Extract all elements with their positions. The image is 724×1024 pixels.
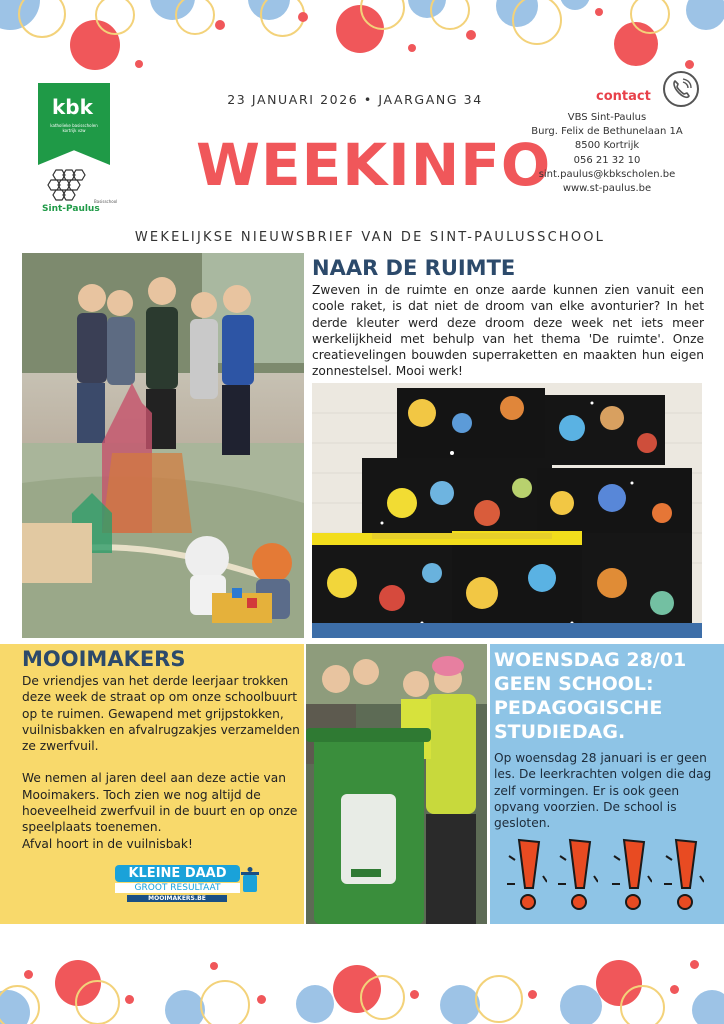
kbk-logo-tagline: katholieke basisscholen kortrijk vzw (50, 123, 98, 133)
badge-line-3: MOOIMAKERS.BE (127, 895, 227, 902)
mooimakers-paragraph-2: We nemen al jaren deel aan deze actie van Mooimakers. Toch zien we nog altijd de hoeveelheid zwerfvuil in de buurt en op onze speelplaats toenemen. Afval hoort in de vuilnisbak! (22, 771, 298, 851)
page-title: WEEKINFO (196, 131, 552, 199)
contact-city: 8500 Kortrijk (574, 140, 640, 152)
honeycomb-icon (42, 168, 98, 204)
mooimakers-paragraph-1: De vriendjes van het derde leerjaar trokken deze week de straat op om onze schoolbuurt op te ruimen. Gewapend met grijpstokken, vuilnisbakken en afvalrugzakjes verzamelden ze zwerfvuil. (22, 674, 300, 754)
photo-shoebox-solar-systems (312, 383, 702, 638)
section-body-naar-de-ruimte: Zweven in de ruimte en onze aarde kunnen zien vanuit een coole raket, is dat niet de droom van elke avonturier? In het derde kleuter werd deze droom deze week net iets meer werkelijkheid met behulp van het thema 'De ruimte'. Onze creatievelingen bouwden superraketten en maakten hun eigen zonnestelsel. Mooi werk! (312, 283, 704, 379)
exclamation-icon (612, 836, 652, 916)
school-logo-sub: Basisschool (94, 199, 118, 204)
section-body-woensdag: Op woensdag 28 januari is er geen les. De leerkrachten volgen die dag zelf vormingen. Er is ook geen opvang voorzien. De school is gesloten. (494, 751, 712, 831)
photo-kids-space-theme (22, 253, 304, 638)
kleine-daad-badge (115, 865, 265, 905)
section-title-naar-de-ruimte: NAAR DE RUIMTE (312, 256, 516, 280)
kbk-logo (38, 83, 110, 165)
contact-title: contact (596, 89, 651, 104)
section-body-mooimakers (22, 673, 302, 852)
contact-street: Burg. Felix de Bethunelaan 1A (531, 126, 683, 138)
badge-line-1: KLEINE DAAD (115, 865, 240, 882)
contact-school: VBS Sint-Paulus (567, 112, 647, 123)
bottom-confetti-decoration (0, 930, 724, 1024)
exclamation-icon (664, 836, 704, 916)
contact-details (520, 111, 694, 196)
phone-icon (663, 71, 699, 107)
school-logo-name: Sint-Paulus (42, 204, 100, 214)
contact-website[interactable]: www.st-paulus.be (562, 183, 652, 195)
newsletter-subtitle: WEKELIJKSE NIEUWSBRIEF VAN DE SINT-PAULUSSCHOOL (134, 230, 606, 245)
date-line: 23 JANUARI 2026 • JAARGANG 34 (227, 92, 483, 107)
section-title-woensdag: WOENSDAG 28/01 GEEN SCHOOL: PEDAGOGISCHE STUDIEDAG. (494, 649, 687, 743)
trash-bin-icon (240, 867, 260, 893)
kbk-logo-text: kbk (52, 95, 93, 119)
contact-email[interactable]: sint.paulus@kbkscholen.be (538, 168, 676, 180)
top-confetti-decoration (0, 0, 724, 90)
section-title-mooimakers: MOOIMAKERS (22, 647, 186, 671)
badge-line-2: GROOT RESULTAAT (115, 883, 240, 893)
exclamation-icon (507, 836, 547, 916)
exclamation-icon (558, 836, 598, 916)
photo-kids-litter-cleanup (306, 644, 487, 924)
contact-phone: 056 21 32 10 (573, 154, 641, 166)
sint-paulus-logo (42, 168, 118, 218)
